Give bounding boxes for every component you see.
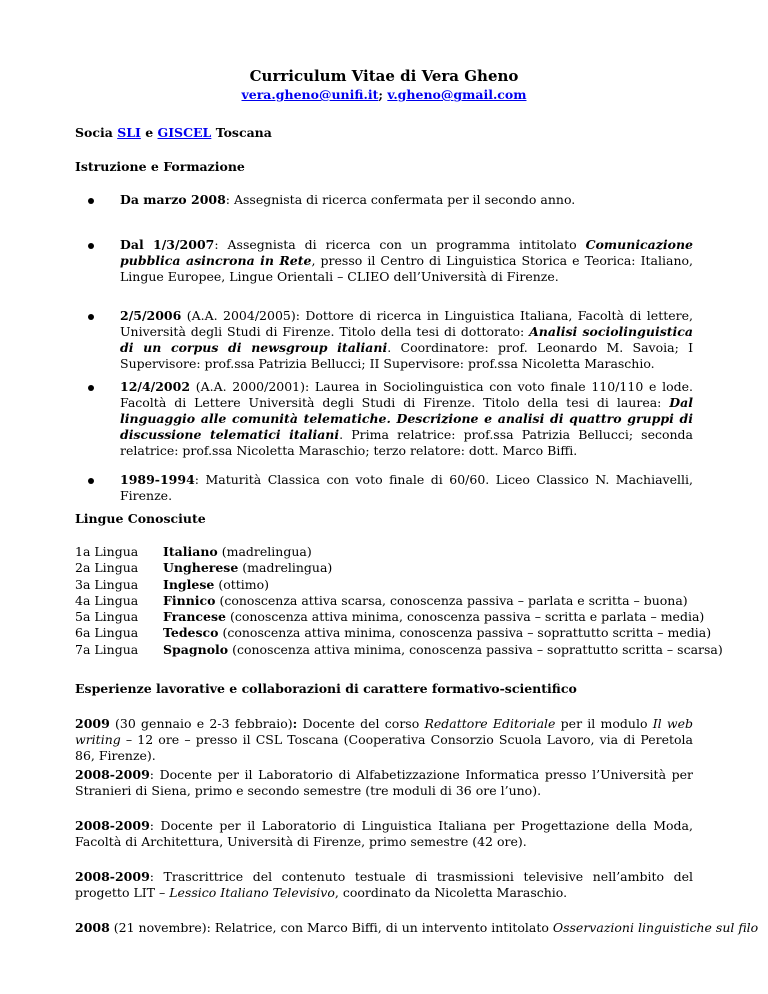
language-level: (conoscenza attiva minima, conoscenza passiva – soprattutto scritta – media)	[218, 625, 712, 641]
language-detail	[163, 625, 723, 641]
language-rank: 2a Lingua	[75, 560, 139, 576]
language-level: (conoscenza attiva scarsa, conoscenza passiva – parlata e scritta – buona)	[215, 592, 688, 608]
language-name: Inglese	[163, 576, 215, 592]
language-row	[75, 560, 723, 576]
language-rank: 5a Lingua	[75, 609, 139, 625]
language-row	[75, 577, 723, 593]
language-detail	[163, 593, 723, 609]
language-rank: 6a Lingua	[75, 625, 139, 641]
language-detail	[163, 642, 723, 658]
language-row	[75, 625, 723, 641]
document-title: Curriculum Vitae di Vera Gheno	[249, 67, 519, 85]
experience-item: 2009 (30 gennaio e 2-3 febbraio): Docente del corso Redattore Editoriale per il modulo Il web writing – 12 ore – presso il CSL Toscana (Cooperativa Consorzio Scuola Lavoro, via di Peretola 86, Firenze).	[75, 716, 693, 763]
education-item: Dal 1/3/2007: Assegnista di ricerca con un programma intitolato Comunicazione pubblica asincrona in Rete, presso il Centro di Linguistica Storica e Teorica: Italiano, Lingue Europee, Lingue Orientali – CLIEO dell’Università di Firenze.	[120, 237, 694, 284]
language-row	[75, 642, 723, 658]
language-rank: 3a Lingua	[75, 576, 139, 592]
language-level: (madrelingua)	[217, 544, 312, 559]
bullet-icon	[88, 478, 94, 484]
languages-heading: Lingue Conosciute	[75, 511, 206, 526]
education-item: 1989-1994: Maturità Classica con voto finale di 60/60. Liceo Classico N. Machiavelli, Firenze.	[120, 472, 693, 503]
language-detail	[163, 560, 723, 576]
bullet-icon	[88, 243, 94, 249]
language-detail	[163, 577, 723, 593]
language-level: (ottimo)	[214, 576, 270, 592]
experience-heading: Esperienze lavorative e collaborazioni di carattere formativo-scientifico	[75, 681, 577, 696]
language-rank: 7a Lingua	[75, 641, 139, 657]
email-line	[0, 87, 768, 103]
language-rank: 4a Lingua	[75, 592, 139, 608]
language-name: Francese	[163, 609, 226, 625]
sli-link[interactable]: SLI	[117, 125, 141, 140]
email-link-gmail[interactable]: v.gheno@gmail.com	[387, 87, 527, 102]
experience-item: 2008 (21 novembre): Relatrice, con Marco Biffi, di un intervento intitolato Osservazioni linguistiche sul filo	[75, 920, 759, 935]
language-level: (conoscenza attiva minima, conoscenza passiva – soprattutto scritta – scarsa)	[228, 641, 723, 657]
education-heading: Istruzione e Formazione	[75, 159, 245, 174]
language-rank: 1a Lingua	[75, 544, 139, 559]
language-name: Italiano	[163, 544, 218, 559]
giscel-link[interactable]: GISCEL	[157, 125, 212, 140]
education-item: 2/5/2006 (A.A. 2004/2005): Dottore di ricerca in Linguistica Italiana, Facoltà di lettere, Università degli Studi di Firenze. Titolo della tesi di dottorato: Analisi sociolinguistica di un corpus di newsgroup italiani. Coordinatore: prof. Leonardo M. Savoia; I Supervisore: prof.ssa Patrizia Bellucci; II Supervisore: prof.ssa Nicoletta Maraschio.	[120, 308, 694, 371]
education-item: 12/4/2002 (A.A. 2000/2001): Laurea in Sociolinguistica con voto finale 110/110 e lode. Facoltà di Lettere Università degli Studi di Firenze. Titolo della tesi di laurea: Dal linguaggio alle comunità telematiche. Descrizione e analisi di quattro gruppi di discussione telematici italiani. Prima relatrice: prof.ssa Patrizia Bellucci; seconda relatrice: prof.ssa Nicoletta Maraschio; terzo relatore: dott. Marco Biffi.	[120, 379, 694, 458]
language-name: Ungherese	[163, 560, 239, 576]
language-name: Spagnolo	[163, 641, 229, 657]
language-row	[75, 593, 723, 609]
language-name: Tedesco	[163, 625, 219, 641]
language-level: (madrelingua)	[238, 560, 333, 576]
email-separator: ;	[378, 87, 388, 102]
experience-item: 2008-2009: Trascrittrice del contenuto testuale di trasmissioni televisive nell’ambito del progetto LIT – Lessico Italiano Televisivo, coordinato da Nicoletta Maraschio.	[75, 869, 693, 900]
language-detail	[163, 544, 723, 560]
languages-table	[75, 544, 723, 658]
language-detail	[163, 609, 723, 625]
membership-line: Socia SLI e GISCEL Toscana	[75, 125, 272, 140]
language-row	[75, 609, 723, 625]
language-name: Finnico	[163, 592, 216, 608]
language-level: (conoscenza attiva minima, conoscenza passiva – scritta e parlata – media)	[225, 609, 705, 625]
bullet-icon	[88, 198, 94, 204]
bullet-icon	[88, 314, 94, 320]
language-row	[75, 544, 723, 560]
email-link-unifi[interactable]: vera.gheno@unifi.it	[241, 87, 379, 102]
experience-item: 2008-2009: Docente per il Laboratorio di Alfabetizzazione Informatica presso l’Università per Stranieri di Siena, primo e secondo semestre (tre moduli di 36 ore l’uno).	[75, 767, 693, 798]
experience-item: 2008-2009: Docente per il Laboratorio di Linguistica Italiana per Progettazione della Moda, Facoltà di Architettura, Università di Firenze, primo semestre (42 ore).	[75, 818, 693, 849]
bullet-icon	[88, 385, 94, 391]
education-item: Da marzo 2008: Assegnista di ricerca confermata per il secondo anno.	[120, 192, 576, 207]
